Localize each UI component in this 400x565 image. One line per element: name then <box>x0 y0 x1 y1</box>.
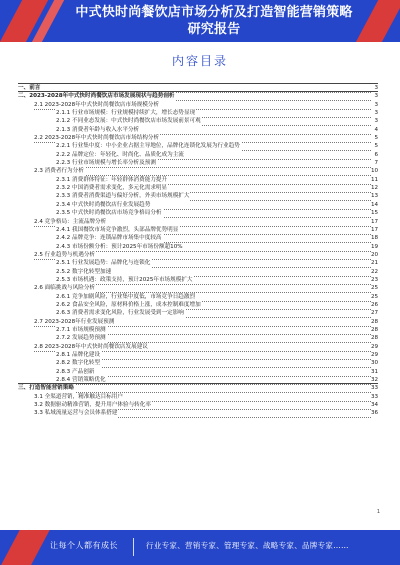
toc-entry[interactable] <box>18 134 378 142</box>
toc-entry-label: 2.2 2023-2028年中式快时尚餐饮店市场结构分析 <box>34 135 160 142</box>
toc-entry-label: 2.3 消费者行为分析 <box>34 168 84 175</box>
toc-entry-page: 5 <box>371 142 378 150</box>
toc-entry-label: 2.5.3 市场机遇：政策支持，预计2025年市场规模扩大 <box>56 276 193 283</box>
toc-entry[interactable] <box>18 209 378 217</box>
toc-entry-label: 2.5.2 数字化转型加速 <box>56 268 112 275</box>
toc-entry-label: 2.8.3 产品创新 <box>56 368 95 375</box>
toc-entry-label: 3.2 数据驱动精准营销，提升用户体验与转化率 <box>34 402 151 409</box>
toc-entry[interactable] <box>18 176 378 184</box>
toc-heading: 内容目录 <box>171 54 228 68</box>
toc-entry-page: 25 <box>371 293 379 300</box>
toc-entry[interactable] <box>18 167 378 175</box>
footer-divider <box>133 538 134 556</box>
toc-entry-page: 18 <box>371 235 379 242</box>
toc-entry-label: 2.5 行业趋势与机遇分析 <box>34 251 96 258</box>
toc-entry[interactable] <box>18 218 378 226</box>
footer-decor-stripe <box>0 530 54 565</box>
toc-entry[interactable] <box>18 276 378 284</box>
toc-entry[interactable] <box>18 184 378 192</box>
toc-entry-label: 2.8.4 营销策略优化 <box>56 377 106 384</box>
toc-entry-page: 28 <box>371 326 379 333</box>
report-title: 中式快时尚餐饮店市场分析及打造智能营销策略研究报告 <box>75 5 353 37</box>
toc-entry-label: 2.3.5 中式快时尚餐饮店市场竞争格局分析 <box>56 210 162 217</box>
toc-entry[interactable] <box>18 251 378 259</box>
toc-entry-page: 25 <box>371 285 379 292</box>
footer-tagline: 行业专家、营销专家、管理专家、战略专家、品牌专家…… <box>146 541 349 550</box>
toc-entry[interactable] <box>18 334 378 342</box>
toc-entry[interactable] <box>18 201 378 209</box>
toc-entry-page: 27 <box>371 310 379 317</box>
toc-entry-page: 17 <box>371 226 379 233</box>
toc-entry-page: 28 <box>371 335 379 342</box>
toc-entry[interactable] <box>18 226 378 234</box>
toc-entry-label: 3.3 私域流量运营与会员体系搭建 <box>34 410 118 417</box>
toc-entry[interactable] <box>18 259 378 267</box>
toc-entry-page: 34 <box>371 402 379 409</box>
toc-entry[interactable] <box>18 192 378 200</box>
toc-entry[interactable] <box>18 293 378 301</box>
toc-entry[interactable] <box>18 368 378 376</box>
header-bar <box>0 0 400 42</box>
toc-entry-label: 2.3.1 消费群体特征：年轻群体消费能力提升 <box>56 176 168 183</box>
toc-entry-label: 3.1 全渠道营销，精准触达目标用户 <box>34 393 123 400</box>
toc-entry-page: 23 <box>371 276 379 283</box>
toc-entry-page: 31 <box>371 368 379 375</box>
toc-entry-label: 2.1.1 行业市场规模：行业规模持续扩大，增长态势显现 <box>56 110 196 117</box>
toc-entry-page: 17 <box>371 218 379 225</box>
toc-entry[interactable] <box>18 268 378 276</box>
toc-entry-label: 2.2.2 品牌定位：年轻化、时尚化、品质化成为主流 <box>56 151 184 158</box>
toc-entry-label: 2.4.1 我国餐饮市场竞争激烈，头部品牌优势明显 <box>56 226 179 233</box>
toc-entry[interactable] <box>18 326 378 334</box>
toc-entry-label: 二、2023-2028年中式快时尚餐饮店市场发展现状与趋势剖析 <box>18 93 175 100</box>
toc-entry[interactable] <box>18 126 378 134</box>
toc-entry-page: 22 <box>371 268 379 275</box>
toc-entry-label: 2.8.1 品牌化建设 <box>56 352 100 358</box>
toc-entry-label: 2.2.3 行业市场规模与增长率分析及预测 <box>56 160 156 167</box>
toc-section-rule <box>18 91 378 92</box>
toc-entry-label: 2.4.3 市场份额分析：预计2025年市场份额超10% <box>56 243 183 250</box>
toc-entry[interactable] <box>18 351 378 359</box>
toc-entry-label: 2.6.2 食品安全风险，原材料价格上涨，成本控制难度增加 <box>56 301 201 308</box>
toc-entry-page: 36 <box>371 410 379 417</box>
toc-entry[interactable] <box>18 117 378 125</box>
toc-entry[interactable] <box>18 142 378 150</box>
toc-entry[interactable] <box>18 234 378 242</box>
toc-entry-page: 4 <box>371 126 378 134</box>
toc-entry-label: 2.7 2023-2028年行业发展预测 <box>34 318 115 325</box>
toc-entry[interactable] <box>18 243 378 251</box>
toc-section-rule <box>18 83 378 84</box>
toc-entry-label: 三、打造智能营销策略 <box>18 385 74 392</box>
toc-entry-label: 2.3.3 消费者消费渠道与偏好分析，外卖市场规模扩大 <box>56 193 190 200</box>
toc-entry-page: 3 <box>371 101 378 109</box>
toc-entry-label: 2.6.3 消费者需求变化风险，行业发展受到一定影响 <box>56 310 184 317</box>
toc-entry-page: 13 <box>371 193 379 200</box>
toc-entry-page: 26 <box>371 301 379 308</box>
toc-section-rule <box>18 383 378 384</box>
toc-entry-label: 2.6.1 竞争加剧风险，行业集中度低，市场竞争日趋激烈 <box>56 293 196 300</box>
page-number: 1 <box>376 509 380 515</box>
toc-entry-label: 2.4 竞争格局：主流品牌分析 <box>34 218 107 225</box>
toc-entry-label: 2.1.3 消费者年龄与收入水平分析 <box>56 126 140 133</box>
toc-entry-page: 5 <box>371 134 378 142</box>
toc-entry[interactable] <box>18 318 378 326</box>
toc-entry-label: 2.5.1 行业发展趋势：品牌化与连锁化 <box>56 260 151 267</box>
toc-entry-label: 2.3.4 中式快时尚餐饮店行业发展趋势 <box>56 201 151 208</box>
toc-entry-label: 2.7.1 市场规模预测 <box>56 326 106 333</box>
toc-entry[interactable] <box>18 284 378 292</box>
toc-entry[interactable] <box>18 401 378 409</box>
toc-entry-page: 29 <box>371 343 379 350</box>
toc-entry-page: 12 <box>371 185 379 192</box>
footer-slogan: 让每个人都有成长 <box>50 541 118 550</box>
toc-entry-page: 21 <box>371 260 379 267</box>
toc-entry-label: 2.2.1 行业集中度：中小企业占据主导地位，品牌化连锁化发展为行业趋势 <box>56 143 240 150</box>
toc-entry-label: 2.3.2 中国消费者需求变化，多元化需求明显 <box>56 185 168 192</box>
toc-entry-page: 3 <box>371 92 378 100</box>
toc-entry-label: 一、前言 <box>18 85 41 91</box>
toc-entry-page: 3 <box>371 84 378 92</box>
toc-entry[interactable] <box>18 359 378 367</box>
toc-entry[interactable] <box>18 159 378 167</box>
toc-entry-page: 7 <box>371 159 378 167</box>
toc-entry[interactable] <box>18 92 378 100</box>
toc-entry-label: 2.8.2 数字化转型 <box>56 360 100 367</box>
toc-entry-page: 33 <box>371 385 379 392</box>
toc-entry-page: 30 <box>371 360 379 367</box>
toc-entry-page: 3 <box>371 109 378 117</box>
toc-entry[interactable] <box>18 151 378 159</box>
toc-entry[interactable] <box>18 343 378 351</box>
toc-entry-page: 11 <box>371 176 379 183</box>
toc-entry[interactable] <box>18 109 378 117</box>
toc-entry-label: 2.6 面临挑战与风险分析 <box>34 285 96 292</box>
toc-entry-page: 29 <box>371 352 379 358</box>
footer-bar <box>0 530 400 565</box>
toc-entry-page: 33 <box>371 393 379 400</box>
toc-entry[interactable] <box>18 301 378 309</box>
toc-entry-page: 15 <box>371 210 379 217</box>
toc-entry-label: 2.4.2 品牌竞争：连锁品牌市场集中度较高 <box>56 235 162 242</box>
toc-entry-page: 28 <box>371 318 379 325</box>
toc-entry-page: 14 <box>371 201 379 208</box>
toc-entry-page: 19 <box>371 243 379 250</box>
toc-entry-page: 3 <box>371 117 378 125</box>
toc-entry[interactable] <box>18 409 378 417</box>
toc-entry[interactable] <box>18 384 378 392</box>
toc-entry[interactable] <box>18 309 378 317</box>
toc-entry-label: 2.7.2 发展趋势预测 <box>56 335 106 342</box>
toc-entry[interactable] <box>18 393 378 401</box>
toc-entry-page: 6 <box>371 151 378 159</box>
toc-entry-page: 20 <box>371 251 379 258</box>
toc-entry-page: 32 <box>371 377 379 384</box>
toc-entry-label: 2.1.2 不同业态发展：中式快时尚餐饮店市场发展前景可观 <box>56 118 201 125</box>
table-of-contents <box>18 84 378 418</box>
toc-entry-label: 2.1 2023-2028年中式快时尚餐饮店市场规模分析 <box>34 101 160 108</box>
toc-entry[interactable] <box>18 101 378 109</box>
toc-entry-label: 2.8 2023-2028年中式快时尚餐饮店发展建议 <box>34 343 148 350</box>
toc-entry-page: 10 <box>371 168 379 175</box>
